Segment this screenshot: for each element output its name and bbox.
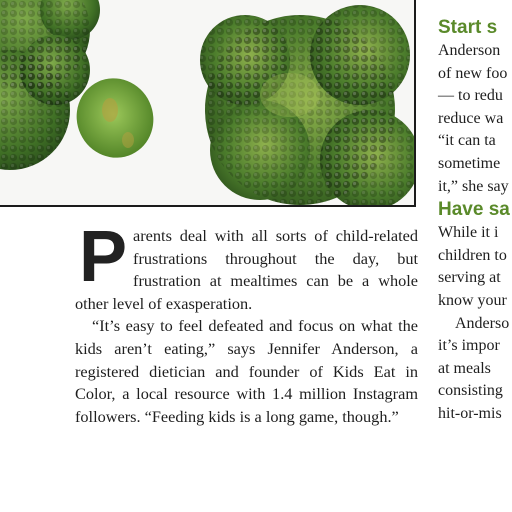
sidebar-line: know your bbox=[438, 291, 507, 309]
sidebar-line: — to redu bbox=[438, 87, 503, 105]
sidebar-line: of new foo bbox=[438, 64, 508, 82]
broccoli-photo bbox=[0, 0, 416, 207]
broccoli-illustration bbox=[0, 0, 414, 205]
section-heading-start: Start s bbox=[438, 17, 498, 38]
sidebar-line: “it can ta bbox=[438, 132, 496, 150]
sidebar-line: Anderson bbox=[438, 42, 501, 59]
sidebar-line: While it i bbox=[438, 224, 499, 242]
sidebar-line: it,” she say bbox=[438, 177, 509, 195]
article-body bbox=[75, 217, 418, 428]
sidebar-line: Anderso bbox=[455, 314, 510, 332]
drop-cap: P bbox=[79, 217, 128, 297]
sidebar-column bbox=[438, 16, 512, 426]
paragraph-1 bbox=[75, 217, 418, 315]
sidebar-line: serving at bbox=[438, 269, 501, 287]
sidebar-line: it’s impor bbox=[438, 337, 500, 355]
sidebar-line: hit-or-mis bbox=[438, 404, 502, 422]
sidebar-line: children to bbox=[438, 246, 507, 264]
paragraph-2: “It’s easy to feel defeated and focus on what the kids aren’t eating,” says Jennifer Anderson, a registered dietician and founder of Kids Eat in Color, a local resource with 1.4 million Instagram followers. “Feeding kids is a long game, though.” bbox=[75, 316, 418, 426]
paragraph-1-text: arents deal with all sorts of child-related frustrations throughout the day, but frustration at mealtimes can be a whole other level of exasperation. bbox=[75, 226, 418, 313]
sidebar-line: reduce wa bbox=[438, 109, 504, 127]
sidebar-line: sometime bbox=[438, 154, 501, 172]
section-heading-have: Have sa bbox=[438, 199, 510, 221]
sidebar-line: consisting bbox=[438, 382, 503, 400]
sidebar-line: at meals bbox=[438, 359, 491, 377]
